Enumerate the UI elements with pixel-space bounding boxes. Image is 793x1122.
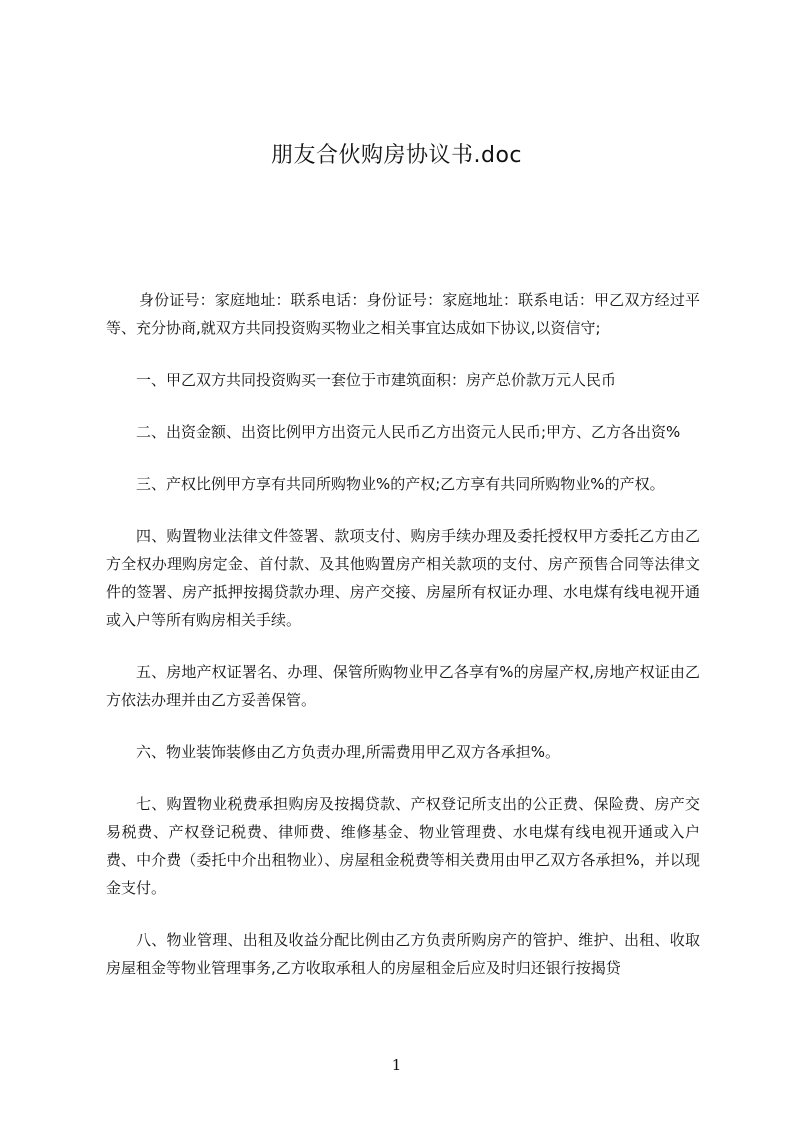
paragraph-clause-6: 六、物业装饰装修由乙方负责办理,所需费用甲乙双方各承担%。 <box>136 743 561 761</box>
document-title: 朋友合伙购房协议书.doc <box>270 143 522 168</box>
page-number: 1 <box>391 1056 402 1074</box>
paragraph-clause-8: 八、物业管理、出租及收益分配比例由乙方负责所购房产的管护、维护、出租、收取房屋租金等物业管理事务,乙方收取承租人的房屋租金后应及时归还银行按揭贷 <box>106 931 700 977</box>
paragraph-preamble: 身份证号：家庭地址：联系电话：身份证号：家庭地址：联系电话：甲乙双方经过平等、充分协商,就双方共同投资购买物业之相关事宜达成如下协议,以资信守; <box>106 291 700 337</box>
document-body <box>106 286 700 1006</box>
paragraph-clause-7: 七、购置物业税费承担购房及按揭贷款、产权登记所支出的公正费、保险费、房产交易税费、产权登记税费、律师费、维修基金、物业管理费、水电煤有线电视开通或入户费、中介费（委托中介出租物业）、房屋租金税费等相关费用由甲乙双方各承担%，并以现金支付。 <box>106 795 700 897</box>
paragraph-clause-2: 二、出资金额、出资比例甲方出资元人民币乙方出资元人民币;甲方、乙方各出资% <box>136 423 681 441</box>
paragraph-clause-4: 四、购置物业法律文件签署、款项支付、购房手续办理及委托授权甲方委托乙方由乙方全权办理购房定金、首付款、及其他购置房产相关款项的支付、房产预售合同等法律文件的签署、房产抵押按揭贷款办理、房产交接、房屋所有权证办理、水电煤有线电视开通或入户等所有购房相关手续。 <box>106 527 700 629</box>
paragraph-clause-3: 三、产权比例甲方享有共同所购物业%的产权;乙方享有共同所购物业%的产权。 <box>136 475 665 493</box>
paragraph-clause-5: 五、房地产权证署名、办理、保管所购物业甲乙各享有%的房屋产权,房地产权证由乙方依法办理并由乙方妥善保管。 <box>106 663 700 709</box>
paragraph-clause-1: 一、甲乙双方共同投资购买一套位于市建筑面积：房产总价款万元人民币 <box>136 371 617 389</box>
